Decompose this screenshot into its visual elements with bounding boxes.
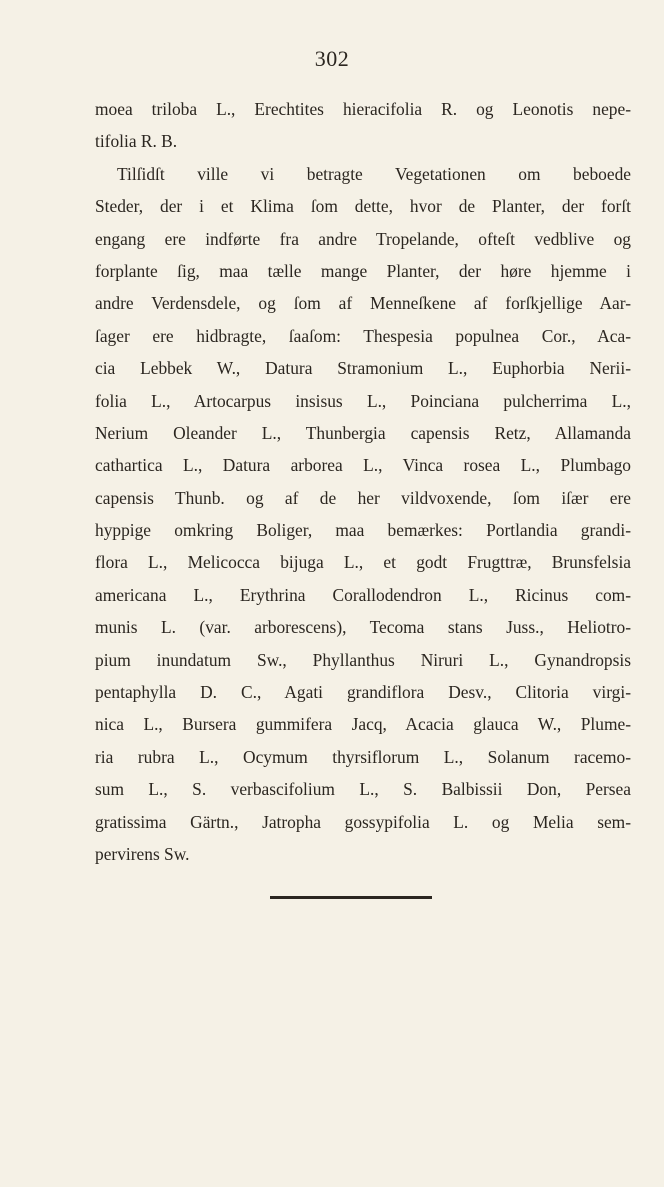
text-line: moea triloba L., Erechtites hieracifolia R. og Leonotis nepe- xyxy=(95,99,631,119)
text-line: Tilſidſt ville vi betragte Vegetationen om beboede xyxy=(117,163,631,184)
text-line: ſager ere hidbragte, ſaaſom: Thespesia populnea Cor., Aca- xyxy=(95,325,631,346)
text-line: engang ere indførte fra andre Tropelande, ofteſt vedblive og xyxy=(95,228,631,249)
text-line: gratissima Gärtn., Jatropha gossypifolia L. og Melia sem- xyxy=(95,811,631,832)
text-line: forplante ſig, maa tælle mange Planter, der høre hjemme i xyxy=(95,260,631,281)
text-line: munis L. (var. arborescens), Tecoma stans Juss., Heliotro- xyxy=(95,617,631,638)
text-line: andre Verdensdele, og ſom af Menneſkene af forſkjellige Aar- xyxy=(95,293,631,314)
page-number: 302 xyxy=(314,46,350,71)
text-line: flora L., Melicocca bijuga L., et godt Frugttræ, Brunsfelsia xyxy=(95,552,631,573)
text-line: Nerium Oleander L., Thunbergia capensis Retz, Allamanda xyxy=(95,422,631,443)
text-line: hyppige omkring Boliger, maa bemærkes: Portlandia grandi- xyxy=(95,520,631,541)
text-line: cia Lebbek W., Datura Stramonium L., Euphorbia Nerii- xyxy=(95,358,631,379)
text-line: pium inundatum Sw., Phyllanthus Niruri L., Gynandropsis xyxy=(95,649,631,670)
text-line: folia L., Artocarpus insisus L., Poinciana pulcherrima L., xyxy=(95,390,631,411)
text-line: Steder, der i et Klima ſom dette, hvor de Planter, der forſt xyxy=(95,196,631,217)
text-line: capensis Thunb. og af de her vildvoxende, ſom iſær ere xyxy=(95,487,631,508)
text-line: pentaphylla D. C., Agati grandiflora Desv., Clitoria virgi- xyxy=(95,682,631,703)
text-line: nica L., Bursera gummifera Jacq, Acacia glauca W., Plume- xyxy=(95,714,631,735)
text-line: sum L., S. verbascifolium L., S. Balbissii Don, Persea xyxy=(95,779,631,800)
text-line: tifolia R. B. xyxy=(95,131,178,152)
text-line: americana L., Erythrina Corallodendron L., Ricinus com- xyxy=(95,584,631,605)
section-divider-rule xyxy=(270,896,432,899)
text-line: pervirens Sw. xyxy=(95,843,190,864)
text-line: ria rubra L., Ocymum thyrsiflorum L., Solanum racemo- xyxy=(95,746,631,767)
body-text xyxy=(95,93,631,870)
text-line: cathartica L., Datura arborea L., Vinca rosea L., Plumbago xyxy=(95,455,631,476)
